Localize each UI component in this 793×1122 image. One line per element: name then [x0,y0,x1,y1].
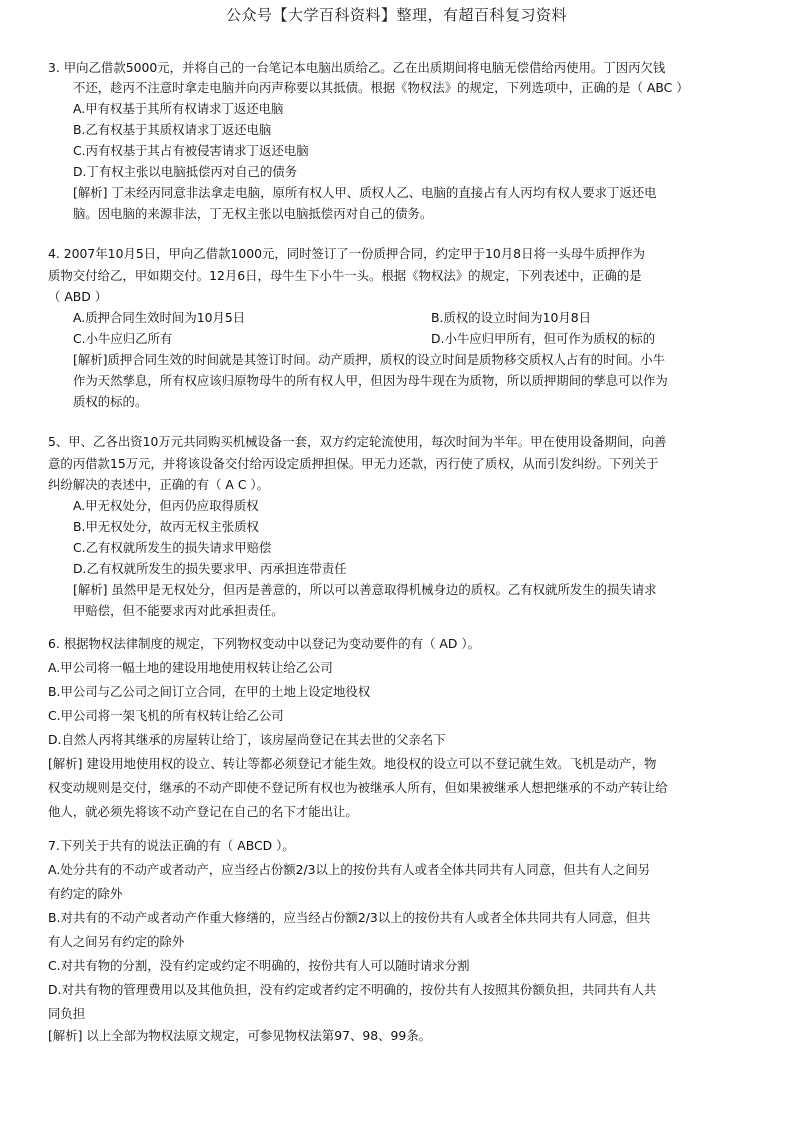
q4-option-b: B.质权的设立时间为10月8日 [431,310,591,325]
q4-option-a: A.质押合同生效时间为10月5日 [73,310,246,325]
q7-option-c: C.对共有物的分割，没有约定或约定不明确的，按份共有人可以随时请求分割 [48,958,470,973]
q4-stem-line-1: 4. 2007年10月5日，甲向乙借款1000元，同时签订了一份质押合同，约定甲于10月8日将一头母牛质押作为 [48,246,645,261]
q7-option-d-line-1: D.对共有物的管理费用以及其他负担，没有约定或者约定不明确的，按份共有人按照其份额负担，共同共有人共 [48,982,657,997]
q5-option-d: D.乙有权就所发生的损失要求甲、丙承担连带责任 [73,561,347,576]
q5-stem-line-3: 纠纷解决的表述中，正确的有（ A C ）。 [48,477,269,492]
q5-stem-line-1: 5、甲、乙各出资10万元共同购买机械设备一套，双方约定轮流使用，每次时间为半年。甲在使用设备期间，向善 [48,434,667,449]
q5-option-b: B.甲无权处分，故丙无权主张质权 [73,519,259,534]
q3-analysis-line-1: [解析] 丁未经丙同意非法拿走电脑，原所有权人甲、质权人乙、电脑的直接占有人丙均有权人要求丁返还电 [73,185,657,200]
q4-option-d: D.小牛应归甲所有，但可作为质权的标的 [431,331,656,346]
q4-analysis-line-3: 质权的标的。 [73,394,148,409]
q6-analysis-line-1: [解析] 建设用地使用权的设立、转让等都必须登记才能生效。地役权的设立可以不登记就生效。飞机是动产，物 [48,756,657,771]
q3-analysis-line-2: 脑。因电脑的来源非法，丁无权主张以电脑抵偿丙对自己的债务。 [73,206,433,221]
q6-analysis-line-3: 他人，就必须先将该不动产登记在自己的名下才能出让。 [48,804,358,819]
q6-option-a: A.甲公司将一幅土地的建设用地使用权转让给乙公司 [48,660,333,675]
q4-analysis-line-1: [解析]质押合同生效的时间就是其签订时间。动产质押，质权的设立时间是质物移交质权人占有的时间。小牛 [73,352,666,367]
q6-option-c: C.甲公司将一架飞机的所有权转让给乙公司 [48,708,284,723]
q5-option-c: C.乙有权就所发生的损失请求甲赔偿 [73,540,272,555]
q4-option-c: C.小牛应归乙所有 [73,331,173,346]
q7-option-d-line-2: 同负担 [48,1006,86,1021]
q3-stem-line-2: 不还，趁丙不注意时拿走电脑并向丙声称要以其抵债。根据《物权法》的规定，下列选项中，正确的是（ ABC ） [73,80,689,95]
q4-analysis-line-2: 作为天然孳息，所有权应该归原物母牛的所有权人甲，但因为母牛现在为质物，所以质押期间的孳息可以作为 [73,373,668,388]
q7-option-a-line-1: A.处分共有的不动产或者动产，应当经占份额2/3以上的按份共有人或者全体共同共有人同意，但共有人之间另 [48,862,651,877]
page-header: 公众号【大学百科资料】整理，有超百科复习资料 [225,6,567,24]
q6-stem-line-1: 6. 根据物权法律制度的规定，下列物权变动中以登记为变动要件的有（ AD ）。 [48,636,480,651]
q7-option-b-line-1: B.对共有的不动产或者动产作重大修缮的，应当经占份额2/3以上的按份共有人或者全体共同共有人同意，但共 [48,910,651,925]
q3-option-a: A.甲有权基于其所有权请求丁返还电脑 [73,101,284,116]
q3-option-b: B.乙有权基于其质权请求丁返还电脑 [73,122,272,137]
q5-analysis-line-2: 甲赔偿，但不能要求丙对此承担责任。 [73,603,284,618]
q3-option-c: C.丙有权基于其占有被侵害请求丁返还电脑 [73,143,309,158]
q7-option-a-line-2: 有约定的除外 [48,886,123,901]
q3-stem-line-1: 3. 甲向乙借款5000元，并将自己的一台笔记本电脑出质给乙。乙在出质期间将电脑无偿借给丙使用。丁因丙欠钱 [48,60,666,75]
q7-option-b-line-2: 有人之间另有约定的除外 [48,934,185,949]
q7-analysis-line-1: [解析] 以上全部为物权法原文规定，可参见物权法第97、98、99条。 [48,1028,432,1043]
q5-stem-line-2: 意的丙借款15万元，并将该设备交付给丙设定质押担保。甲无力还款，丙行使了质权，从而引发纠纷。下列关于 [48,456,659,471]
q5-option-a: A.甲无权处分，但丙仍应取得质权 [73,498,259,513]
q3-option-d: D.丁有权主张以电脑抵偿丙对自己的债务 [73,164,298,179]
q6-option-b: B.甲公司与乙公司之间订立合同，在甲的土地上设定地役权 [48,684,371,699]
q7-stem-line-1: 7.下列关于共有的说法正确的有（ ABCD ）。 [48,838,295,853]
q5-analysis-line-1: [解析] 虽然甲是无权处分，但丙是善意的，所以可以善意取得机械身边的质权。乙有权就所发生的损失请求 [73,582,657,597]
q4-stem-line-2: 质物交付给乙，甲如期交付。12月6日，母牛生下小牛一头。根据《物权法》的规定，下列表述中，正确的是 [48,268,642,283]
q6-analysis-line-2: 权变动规则是交付，继承的不动产即使不登记所有权也为被继承人所有，但如果被继承人想把继承的不动产转让给 [48,780,668,795]
q4-stem-line-3: （ ABD ） [48,289,108,304]
q6-option-d: D.自然人丙将其继承的房屋转让给丁，该房屋尚登记在其去世的父亲名下 [48,732,446,747]
